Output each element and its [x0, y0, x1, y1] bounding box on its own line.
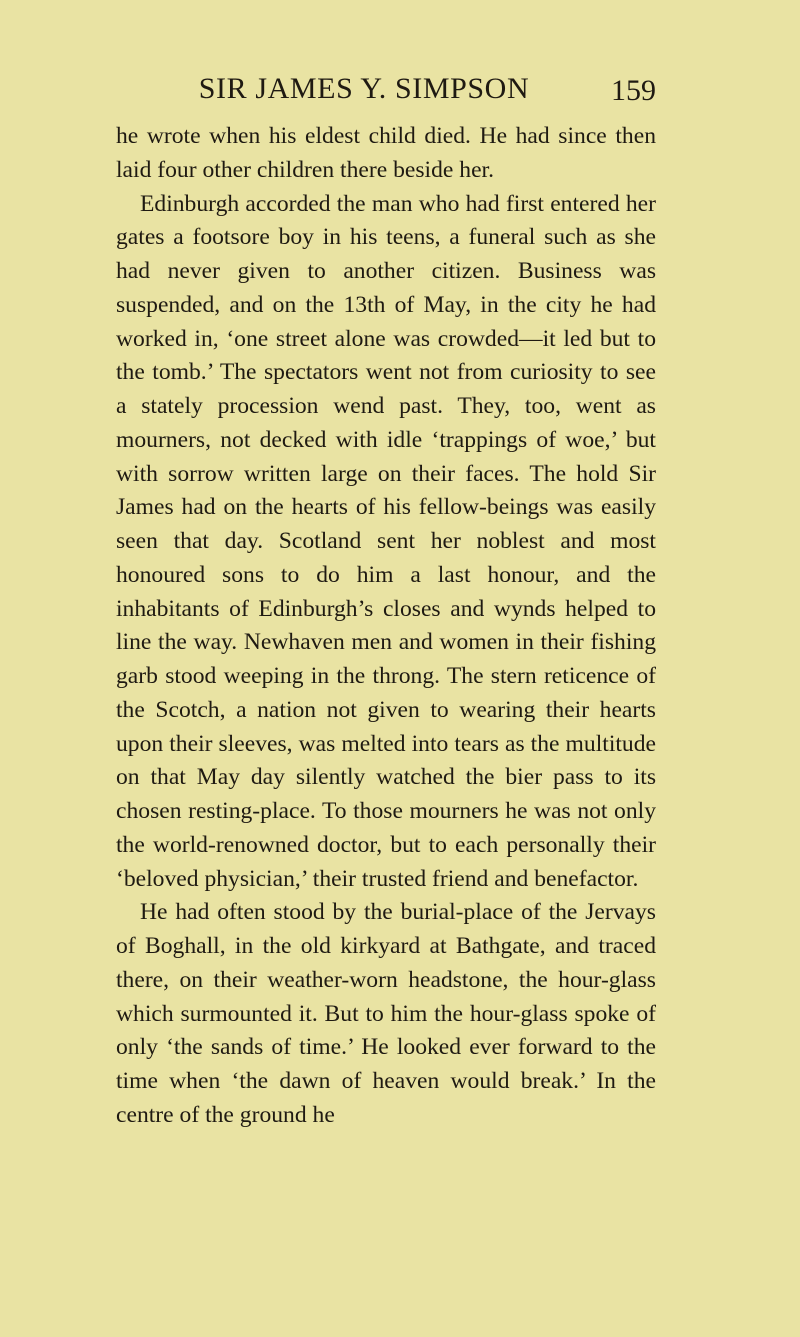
paragraph-funeral: Edinburgh accorded the man who had first entered her gates a footsore boy in his teens, a funeral such as she had never given to another citizen. Business was suspended, and on the 13th of May, in the city he had worked in, ‘one street alone was crowded—it led but to the tomb.’ The spectators went not from curiosity to see a stately procession wend past. They, too, went as mourners, not decked with idle ‘trappings of woe,’ but with sorrow written large on their faces. The hold Sir James had on the hearts of his fellow-beings was easily seen that day. Scotland sent her noblest and most honoured sons to do him a last honour, and the inhabitants of Edinburgh’s closes and wynds helped to line the way. Newhaven men and women in their fishing garb stood weeping in the throng. The stern reticence of the Scotch, a nation not given to wearing their hearts upon their sleeves, was melted into tears as the multitude on that May day silently watched the bier pass to its chosen resting-place. To those mourners he was not only the world-renowned doctor, but to each personally their ‘beloved physician,’ their trusted friend and benefactor. — [116, 190, 656, 892]
running-title: SIR JAMES Y. SIMPSON — [198, 72, 530, 105]
paragraph-continued: he wrote when his eldest child died. He had since then laid four other children there beside her. — [116, 123, 656, 183]
paragraph-burial-place: He had often stood by the burial-place of the Jervays of Boghall, in the old kirkyard at Bathgate, and traced there, on their weather-worn headstone, the hour-glass which surmounted it. But to him the hour-glass spoke of only ‘the sands of time.’ He looked ever forward to the time when ‘the dawn of heaven would break.’ In the centre of the ground he — [116, 899, 656, 1128]
page-number: 159 — [611, 74, 656, 107]
running-head — [116, 66, 656, 112]
body-text — [116, 120, 656, 1133]
